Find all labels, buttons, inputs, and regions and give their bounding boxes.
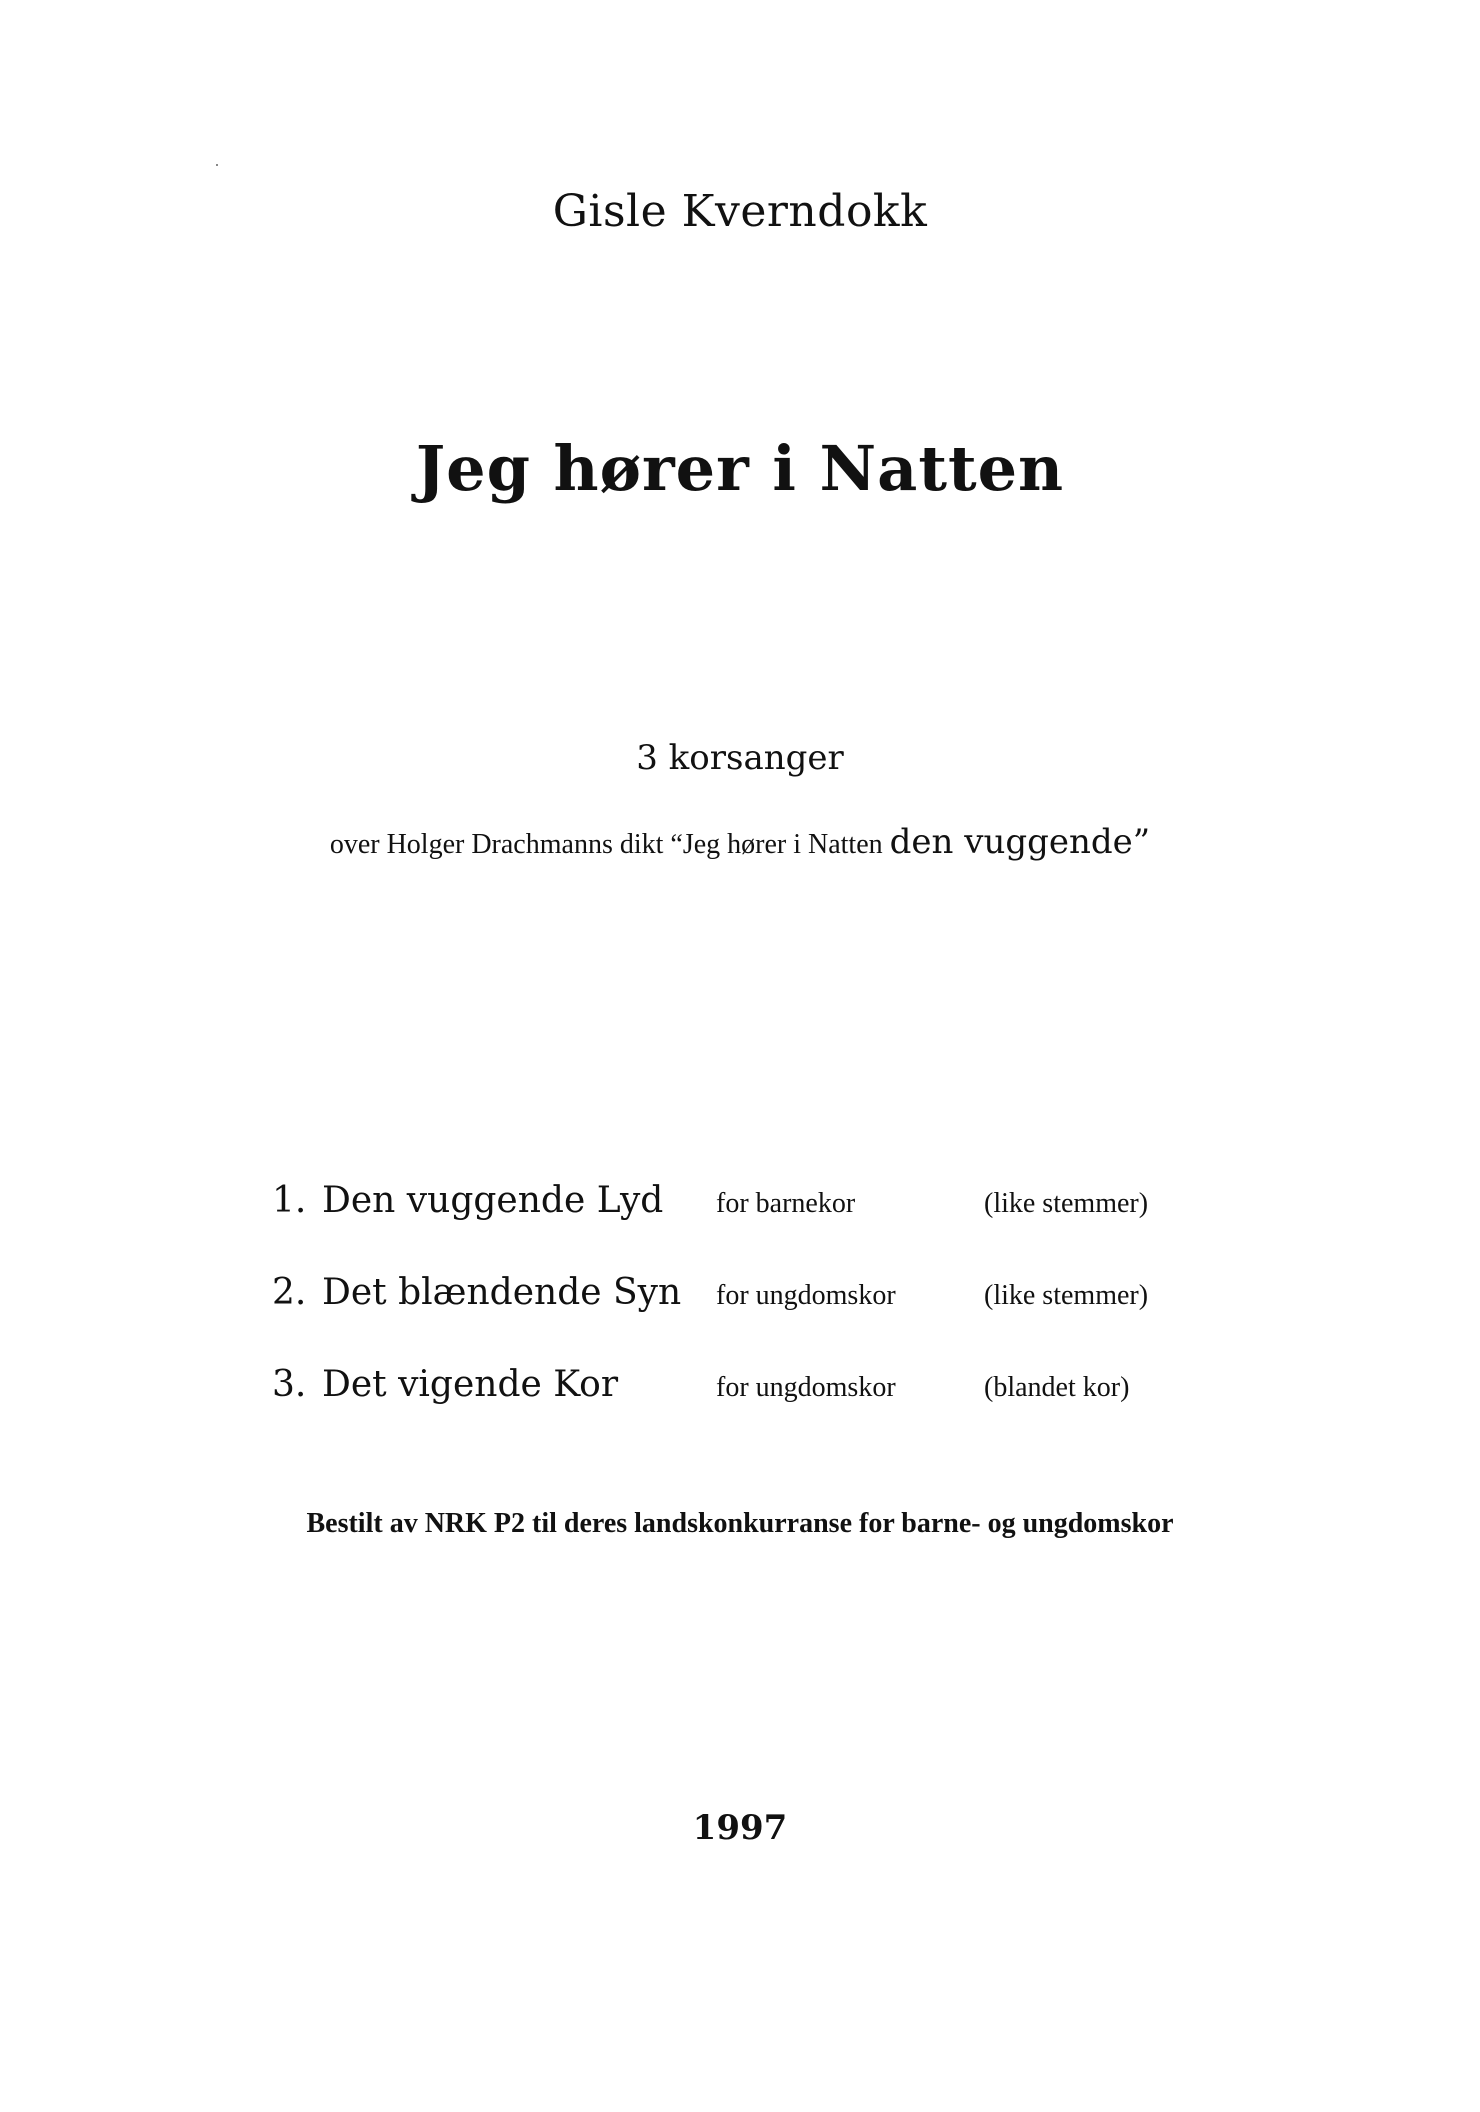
song-number: 3.: [272, 1364, 307, 1405]
poem-attribution: [0, 822, 1480, 862]
work-subtitle: 3 korsanger: [636, 738, 844, 778]
song-title: Det vigende Kor: [322, 1364, 619, 1405]
song-ensemble: for ungdomskor: [716, 1372, 896, 1403]
year: 1997: [692, 1808, 788, 1848]
song-voicing: (like stemmer): [984, 1188, 1149, 1219]
song-title: Den vuggende Lyd: [322, 1180, 664, 1221]
song-row: [272, 1180, 1272, 1272]
work-title: Jeg hører i Natten: [415, 432, 1065, 505]
song-ensemble: for barnekor: [716, 1188, 856, 1219]
song-number: 2.: [272, 1272, 307, 1313]
composer-name: Gisle Kverndokk: [552, 186, 928, 237]
song-voicing: (like stemmer): [984, 1280, 1149, 1311]
song-voicing: (blandet kor): [984, 1372, 1130, 1403]
song-row: [272, 1272, 1272, 1364]
song-title: Det blændende Syn: [322, 1272, 682, 1313]
song-row: [272, 1364, 1272, 1456]
song-number: 1.: [272, 1180, 307, 1221]
song-list: [272, 1180, 1272, 1456]
scan-speck: [216, 164, 218, 166]
poem-attribution-start: over Holger Drachmanns dikt “Jeg hører i Natten: [329, 829, 890, 860]
poem-attribution-end: den vuggende”: [889, 822, 1151, 862]
commission-note: Bestilt av NRK P2 til deres landskonkurranse for barne- og ungdomskor: [306, 1508, 1174, 1539]
song-ensemble: for ungdomskor: [716, 1280, 896, 1311]
